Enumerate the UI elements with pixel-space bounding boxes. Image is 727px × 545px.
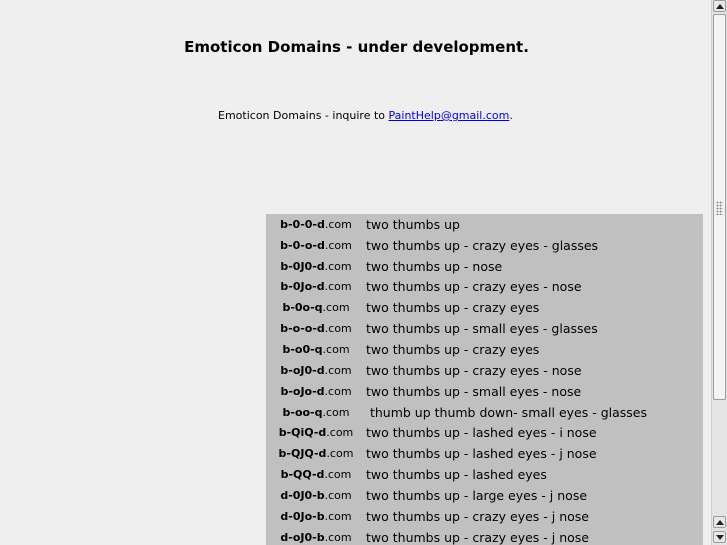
scroll-up-button-bottom[interactable]: [713, 516, 726, 528]
arrow-up-icon: [716, 4, 724, 9]
table-row: [266, 297, 703, 318]
domain-name: b-QJQ-d: [278, 447, 327, 461]
domain-tld: .com: [322, 405, 350, 419]
table-row: [266, 506, 703, 527]
table-row: [266, 318, 703, 339]
scroll-up-button[interactable]: [713, 0, 726, 12]
domain-tld: .com: [324, 530, 352, 544]
domain-cell: [266, 447, 366, 460]
domain-name: b-oJ0-d: [280, 363, 325, 377]
domain-tld: .com: [324, 468, 352, 482]
domain-description: two thumbs up - crazy eyes - glasses: [366, 237, 599, 253]
domain-tld: .com: [322, 301, 350, 315]
domain-description: two thumbs up - crazy eyes: [366, 300, 540, 316]
domain-name: b-o-o-d: [280, 322, 325, 336]
inquire-suffix: .: [509, 109, 513, 122]
domain-tld: .com: [324, 280, 352, 294]
domain-cell: [266, 343, 366, 356]
domain-name: b-QiQ-d: [278, 426, 327, 440]
domain-cell: [266, 322, 366, 335]
table-row: [266, 443, 703, 464]
domain-cell: [266, 260, 366, 273]
domain-tld: .com: [324, 384, 352, 398]
inquire-line: [218, 109, 513, 122]
domain-tld: .com: [326, 426, 354, 440]
domain-description: two thumbs up - crazy eyes - j nose: [366, 508, 589, 524]
domain-name: b-QQ-d: [280, 468, 325, 482]
domain-description: two thumbs up - crazy eyes - nose: [366, 279, 582, 295]
domain-cell: [266, 301, 366, 314]
scroll-down-button[interactable]: [713, 531, 726, 543]
domain-name: b-0-o-d: [280, 238, 325, 252]
domain-cell: [266, 426, 366, 439]
table-row: [266, 464, 703, 485]
domain-name: d-0J0-b: [280, 488, 325, 502]
domain-description: two thumbs up: [366, 216, 460, 232]
domain-name: b-0o-q: [282, 301, 323, 315]
domain-tld: .com: [324, 238, 352, 252]
domain-name: b-oJo-d: [280, 384, 325, 398]
arrow-up-icon: [716, 520, 724, 525]
domain-cell: [266, 280, 366, 293]
domain-tld: .com: [324, 363, 352, 377]
domain-cell: [266, 510, 366, 523]
table-row: [266, 360, 703, 381]
domain-cell: [266, 489, 366, 502]
domain-description: two thumbs up - small eyes - nose: [366, 383, 582, 399]
table-row: [266, 256, 703, 277]
table-row: [266, 381, 703, 402]
domain-description: two thumbs up - nose: [366, 258, 503, 274]
email-link[interactable]: PaintHelp@gmail.com: [388, 109, 510, 122]
domain-description: two thumbs up - crazy eyes: [366, 341, 540, 357]
page-title: Emoticon Domains - under development.: [184, 38, 529, 56]
domain-description: two thumbs up - crazy eyes - nose: [366, 362, 582, 378]
domain-name: b-0J0-d: [280, 259, 325, 273]
table-row: [266, 422, 703, 443]
domain-description: thumb up thumb down- small eyes - glasses: [366, 404, 647, 420]
table-row: [266, 527, 703, 545]
domain-tld: .com: [324, 217, 352, 231]
domain-tld: .com: [322, 342, 350, 356]
domain-name: b-0-0-d: [280, 217, 325, 231]
table-row: [266, 277, 703, 298]
domain-tld: .com: [324, 509, 352, 523]
domain-cell: [266, 531, 366, 544]
scrollbar-thumb[interactable]: [713, 14, 726, 400]
domain-description: two thumbs up - lashed eyes - j nose: [366, 446, 597, 462]
domain-cell: [266, 406, 366, 419]
domain-cell: [266, 385, 366, 398]
table-row: [266, 485, 703, 506]
domain-tld: .com: [324, 488, 352, 502]
domain-cell: [266, 239, 366, 252]
domain-name: d-0Jo-b: [280, 509, 325, 523]
domain-description: two thumbs up - lashed eyes: [366, 467, 547, 483]
domain-tld: .com: [324, 322, 352, 336]
domain-table: [266, 214, 703, 545]
domain-cell: [266, 218, 366, 231]
domain-description: two thumbs up - crazy eyes - j nose: [366, 529, 589, 545]
table-row: [266, 402, 703, 423]
domain-cell: [266, 364, 366, 377]
domain-name: b-0Jo-d: [280, 280, 325, 294]
domain-tld: .com: [324, 259, 352, 273]
table-row: [266, 235, 703, 256]
domain-description: two thumbs up - small eyes - glasses: [366, 321, 598, 337]
domain-description: two thumbs up - large eyes - j nose: [366, 487, 588, 503]
grip-icon: [716, 201, 723, 215]
domain-description: two thumbs up - lashed eyes - i nose: [366, 425, 597, 441]
domain-cell: [266, 468, 366, 481]
inquire-prefix: Emoticon Domains - inquire to: [218, 109, 389, 122]
table-row: [266, 214, 703, 235]
domain-name: b-o0-q: [282, 342, 323, 356]
domain-name: b-oo-q: [282, 405, 323, 419]
vertical-scrollbar[interactable]: [711, 0, 727, 545]
domain-tld: .com: [326, 447, 354, 461]
domain-name: d-oJ0-b: [280, 530, 325, 544]
arrow-down-icon: [716, 535, 724, 540]
table-row: [266, 339, 703, 360]
